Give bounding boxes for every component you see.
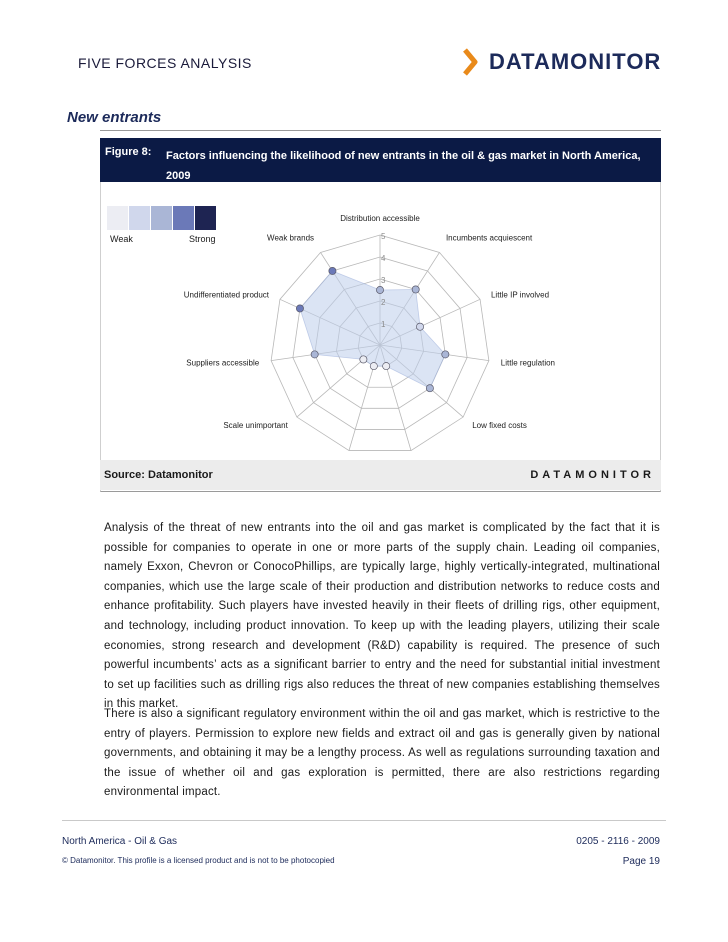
footer-code: 0205 - 2116 - 2009 <box>576 836 660 847</box>
datamonitor-logo <box>463 46 661 78</box>
radar-category-label: Weak brands <box>267 233 315 243</box>
radar-point <box>416 323 423 330</box>
footer-page-number: Page 19 <box>622 856 660 867</box>
radar-category-label: Undifferentiated product <box>183 290 270 300</box>
figure-brand: DATAMONITOR <box>530 469 655 481</box>
footer-title: North America - Oil & Gas <box>62 836 178 847</box>
radar-category-label: Suppliers accessible <box>186 358 260 368</box>
radar-point <box>311 351 318 358</box>
figure-source: Source: Datamonitor <box>104 469 213 481</box>
radar-point <box>296 305 303 312</box>
footer-rule <box>62 820 666 821</box>
radar-point <box>442 351 449 358</box>
radar-category-label: Incumbents acquiescent <box>445 233 533 243</box>
radar-scale-label: 4 <box>381 254 386 263</box>
radar-point <box>360 356 367 363</box>
footer-copyright: © Datamonitor. This profile is a licensed product and is not to be photocopied <box>62 856 335 865</box>
radar-category-label: Scale unimportant <box>223 420 288 430</box>
radar-point <box>376 286 383 293</box>
radar-category-label: Little regulation <box>500 358 556 368</box>
figure-label: Figure 8: <box>105 146 152 158</box>
radar-point <box>426 385 433 392</box>
radar-scale-label: 2 <box>381 298 386 307</box>
radar-point <box>370 363 377 370</box>
figure-caption: Factors influencing the likelihood of new entrants in the oil & gas market in North America, 2009 <box>166 150 641 182</box>
logo-text: DATAMONITOR <box>489 49 662 74</box>
radar-point <box>412 286 419 293</box>
radar-scale-label: 1 <box>381 320 386 329</box>
radar-scale-label: 3 <box>381 276 386 285</box>
radar-category-label: Little IP involved <box>490 290 550 300</box>
section-title: New entrants <box>67 109 162 126</box>
radar-chart <box>100 200 661 458</box>
legend-weak-label: Weak <box>110 234 133 244</box>
body-paragraph-2: There is also a significant regulatory environment within the oil and gas market, which is restrictive to the entry of players. Permission to explore new fields and extract oil and gas is generally given by national governments, and obtaining it may be a lengthy process. As well as regulations surrounding taxation and the issue of whether oil and gas exploration is permitted, there are also restrictions regarding environmental impact. <box>104 708 660 799</box>
radar-scale-label: 5 <box>381 232 386 241</box>
radar-point <box>329 267 336 274</box>
radar-category-label: Distribution accessible <box>340 214 420 223</box>
body-paragraph-1: Analysis of the threat of new entrants into the oil and gas market is complicated by the fact that it is possible for companies to operate in one or more parts of the supply chain. Leading oil companies, namely Exxon, Chevron or ConocoPhillips, are typically large, highly vertically-integrated, multinational companies, which use the large scale of their production and distribution networks to reduce costs and enhance profitability. Such players have invested heavily in their fleets of drilling rigs, other equipment, and technology, including product innovation. To keep up with the leading players, utilizing their scale economies, strong research and development (R&D) capability is required. The presence of such powerful incumbents’ acts as a significant barrier to entry and the need for substantial initial investment to set up facilities such as drilling rigs also reduces the threat of new companies establishing themselves in this market. <box>104 522 660 711</box>
logo-chevron-icon <box>463 48 485 76</box>
legend-strong-label: Strong <box>189 234 216 244</box>
running-header: FIVE FORCES ANALYSIS <box>78 55 252 71</box>
figure-title-bar <box>100 138 661 182</box>
radar-category-label: Low fixed costs <box>472 420 527 430</box>
figure-source-row <box>100 460 661 490</box>
figure-rule <box>100 130 661 131</box>
radar-point <box>383 363 390 370</box>
